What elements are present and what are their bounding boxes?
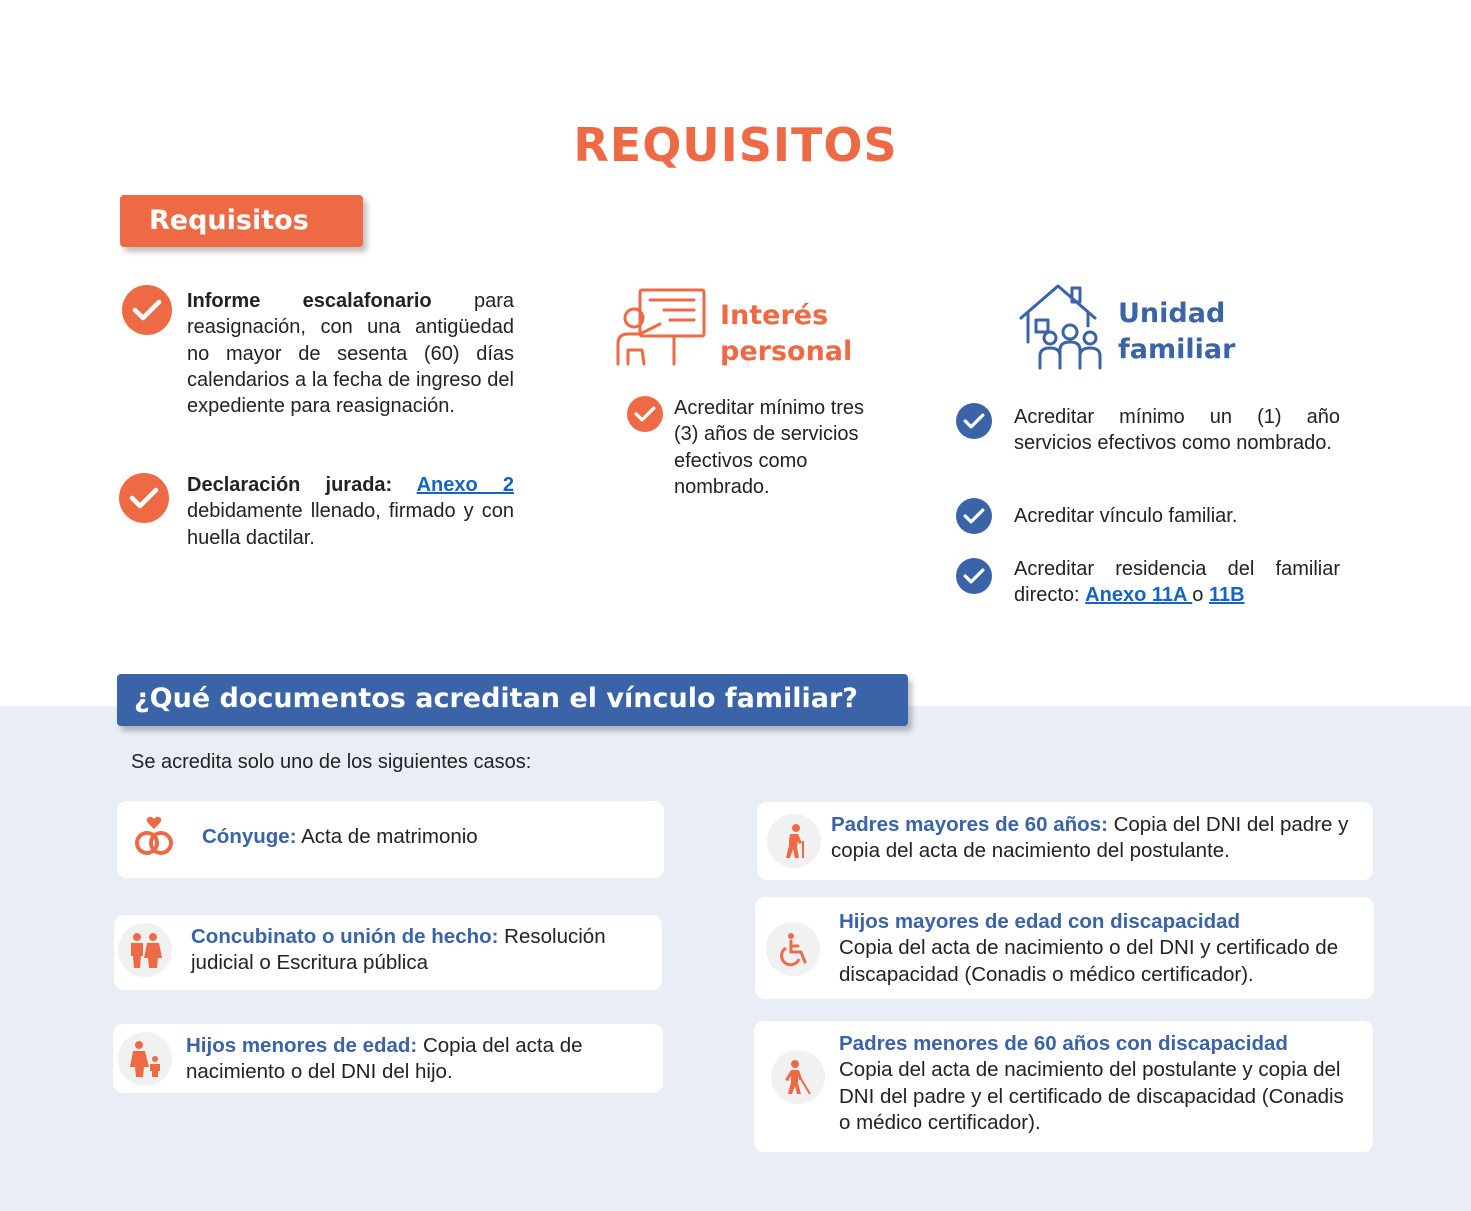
couple-icon xyxy=(118,923,172,977)
anexo-2-link[interactable]: Anexo 2 xyxy=(416,474,514,496)
page-title: REQUISITOS xyxy=(573,118,898,172)
elderly-cane-icon xyxy=(767,814,821,868)
unidad-heading-line1: Unidad xyxy=(1118,298,1226,329)
check-icon xyxy=(627,396,663,432)
anexo-11b-link[interactable]: 11B xyxy=(1208,584,1245,607)
case-text xyxy=(839,1031,1359,1136)
case-card-conyuge xyxy=(117,801,664,878)
case-text xyxy=(191,924,651,977)
interes-heading xyxy=(720,298,852,370)
case-label: Hijos menores de edad: xyxy=(186,1034,418,1057)
presentation-icon xyxy=(614,286,708,373)
unidad-requirement-3 xyxy=(1014,556,1340,609)
case-text xyxy=(186,1033,656,1086)
case-label: Cónyuge: xyxy=(202,825,297,848)
case-text xyxy=(202,824,652,850)
requirement-bold: Declaración jurada: xyxy=(187,474,417,496)
case-card-hijos-discapacidad xyxy=(755,897,1374,999)
case-description: Copia del DNI del padre y copia del acta de nacimiento del postulante. xyxy=(831,813,1349,863)
case-description: Copia del acta de nacimiento o del DNI del hijo. xyxy=(186,1034,583,1084)
requirement-text: debidamente llenado, firmado y con huella dactilar. xyxy=(187,500,514,549)
case-card-concubinato xyxy=(114,915,662,990)
case-label: Padres menores de 60 años con discapacidad xyxy=(839,1032,1288,1055)
requirement-declaracion xyxy=(187,472,514,551)
case-description: Acta de matrimonio xyxy=(296,825,478,848)
unidad-heading xyxy=(1118,296,1235,368)
parent-child-icon xyxy=(118,1032,172,1086)
requirement-text: Acreditar residencia del familiar directo: xyxy=(1014,558,1340,607)
case-description: Copia del acta de nacimiento del postulante y copia del DNI del padre y el certificado de discapacidad (Conadis o médico certificador). xyxy=(839,1058,1344,1134)
requirement-informe xyxy=(187,288,514,419)
vinculo-tab: ¿Qué documentos acreditan el vínculo familiar? xyxy=(117,674,908,726)
check-icon xyxy=(119,473,169,523)
requisitos-tab: Requisitos xyxy=(120,195,363,247)
case-description: Resolución judicial o Escritura pública xyxy=(191,925,606,975)
case-label: Padres mayores de 60 años: xyxy=(831,813,1108,836)
interes-heading-line1: Interés xyxy=(720,300,829,331)
wheelchair-icon xyxy=(766,922,820,976)
requirement-bold: Informe escalafonario xyxy=(187,290,432,312)
check-icon xyxy=(956,498,992,534)
unidad-requirement-2: Acreditar vínculo familiar. xyxy=(1014,505,1238,527)
requirement-connector: o xyxy=(1192,584,1209,607)
unidad-heading-line2: familiar xyxy=(1118,334,1236,365)
blind-person-icon xyxy=(771,1050,825,1104)
vinculo-intro: Se acredita solo uno de los siguientes casos: xyxy=(131,751,532,773)
interes-requirement: Acreditar mínimo tres (3) años de servicios efectivos como nombrado. xyxy=(674,397,865,498)
unidad-requirement-1: Acreditar mínimo un (1) año servicios efectivos como nombrado. xyxy=(1014,406,1340,455)
case-text xyxy=(839,909,1359,988)
check-icon xyxy=(956,403,992,439)
case-card-padres-mayores xyxy=(757,802,1373,880)
requirement-text: para reasignación, con una antigüedad no mayor de sesenta (60) días calendarios a la fecha de ingreso del expediente para reasignación. xyxy=(187,290,514,418)
family-house-icon xyxy=(1018,282,1108,377)
case-card-padres-discapacidad xyxy=(754,1021,1373,1152)
case-label: Concubinato o unión de hecho: xyxy=(191,925,499,948)
case-card-hijos-menores xyxy=(113,1024,663,1093)
case-text xyxy=(831,812,1361,865)
interes-heading-line2: personal xyxy=(720,336,853,367)
check-icon xyxy=(122,285,172,335)
case-description: Copia del acta de nacimiento o del DNI y certificado de discapacidad (Conadis o médico certificador). xyxy=(839,936,1339,986)
anexo-11a-link[interactable]: Anexo 11A xyxy=(1085,584,1193,607)
case-label: Hijos mayores de edad con discapacidad xyxy=(839,910,1241,933)
check-icon xyxy=(956,558,992,594)
rings-heart-icon xyxy=(127,809,181,863)
